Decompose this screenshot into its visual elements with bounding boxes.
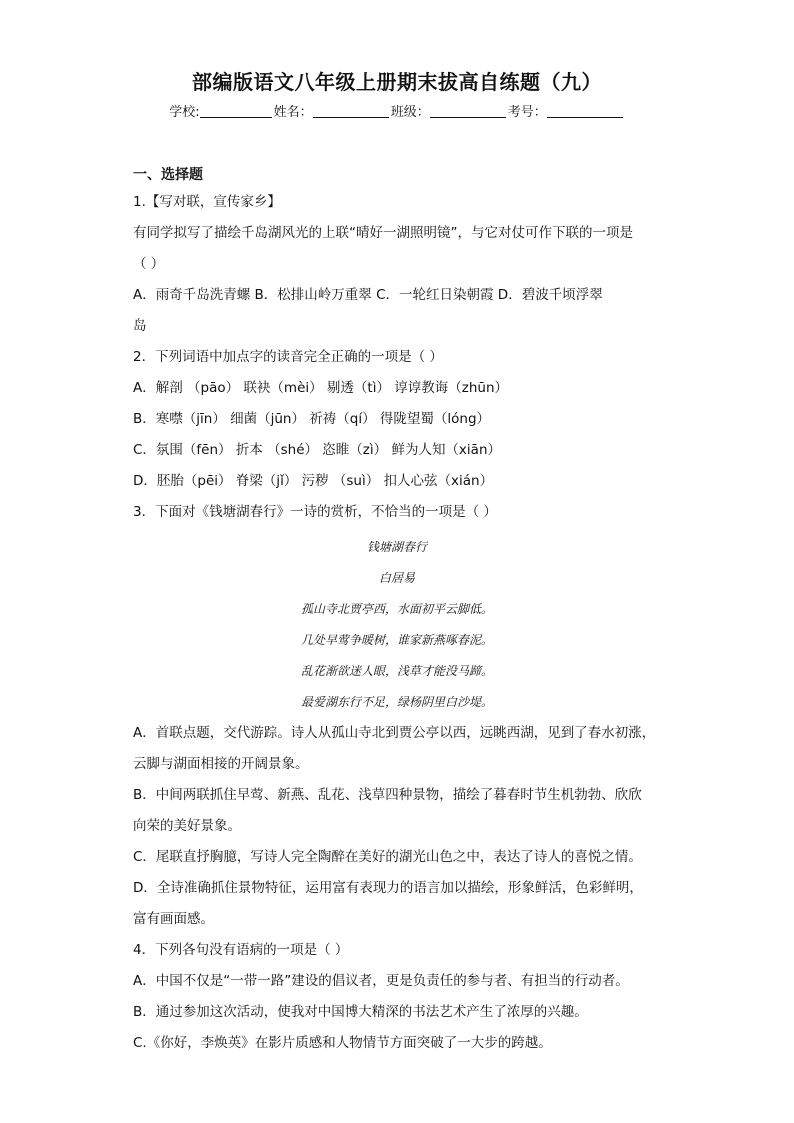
q2-option-d: D．胚胎（pēi） 脊梁（jǐ） 污秽 （suì） 扣人心弦（xián） [133, 473, 494, 489]
q4-option-c: C.《你好，李焕英》在影片质感和人物情节方面突破了一大步的跨越。 [133, 1035, 552, 1051]
q1-tag: 1.【写对联，宣传家乡】 [133, 194, 281, 210]
school-field[interactable] [200, 103, 272, 118]
q1-stem: 有同学拟写了描绘千岛湖风光的上联“晴好一湖照明镜”，与它对仗可作下联的一项是 [133, 225, 633, 241]
poem-line: 乱花渐欲迷人眼，浅草才能没马蹄。 [300, 664, 493, 678]
q3-stem: 3．下面对《钱塘湖春行》一诗的赏析，不恰当的一项是（ ） [133, 504, 497, 520]
q2-stem: 2．下列词语中加点字的读音完全正确的一项是（ ） [133, 349, 443, 365]
poem-author: 白居易 [378, 571, 415, 585]
student-info-line [0, 101, 794, 120]
poem-line: 最爱湖东行不足，绿杨阴里白沙堤。 [300, 695, 493, 709]
class-field[interactable] [430, 103, 506, 118]
section-title: 一、选择题 [133, 167, 203, 183]
q1-paren: （ ） [133, 256, 165, 272]
q3-option-a-cont: 云脚与湖面相接的开阔景象。 [133, 756, 309, 772]
q3-option-c: C．尾联直抒胸臆，写诗人完全陶醉在美好的湖光山色之中，表达了诗人的喜悦之情。 [133, 849, 642, 865]
q3-option-b-cont: 向荣的美好景象。 [133, 818, 241, 834]
poem-line: 孤山寺北贾亭西，水面初平云脚低。 [300, 602, 493, 616]
q2-option-a: A．解剖 （pāo） 联袂（mèi） 剔透（tì） 谆谆教诲（zhūn） [133, 380, 509, 396]
exam-no-field[interactable] [547, 103, 623, 118]
exam-no-label: 考号： [507, 105, 547, 120]
q1-options: A．雨奇千岛洗青螺 B．松排山岭万重翠 C．一轮红日染朝霞 D．碧波千顷浮翠 [133, 287, 603, 303]
q4-stem: 4．下列各句没有语病的一项是（ ） [133, 942, 349, 958]
q1-options-wrap: 岛 [133, 318, 147, 334]
q3-option-a: A．首联点题，交代游踪。诗人从孤山寺北到贾公亭以西，远眺西湖，见到了春水初涨， [133, 725, 656, 741]
name-label: 姓名： [273, 105, 313, 120]
name-field[interactable] [313, 103, 389, 118]
q2-option-c: C．氛围（fēn） 折本 （shé） 恣睢（zì） 鲜为人知（xiān） [133, 442, 502, 458]
poem-line: 几处早莺争暖树，谁家新燕啄春泥。 [300, 633, 493, 647]
q3-option-d: D．全诗准确抓住景物特征，运用富有表现力的语言加以描绘，形象鲜活，色彩鲜明， [133, 880, 643, 896]
page-title: 部编版语文八年级上册期末拔高自练题（九） [192, 70, 602, 94]
q3-option-b: B．中间两联抓住早莺、新燕、乱花、浅草四种景物，描绘了暮春时节生机勃勃、欣欣 [133, 787, 642, 803]
class-label: 班级： [390, 105, 430, 120]
school-label: 学校: [169, 105, 200, 120]
q3-option-d-cont: 富有画面感。 [133, 911, 214, 927]
q4-option-a: A．中国不仅是“一带一路”建设的倡议者，更是负责任的参与者、有担当的行动者。 [133, 973, 629, 989]
q4-option-b: B．通过参加这次活动，使我对中国博大精深的书法艺术产生了浓厚的兴趣。 [133, 1004, 588, 1020]
q2-option-b: B．寒噤（jīn） 细菌（jūn） 祈祷（qí） 得陇望蜀（lóng） [133, 411, 491, 427]
poem-title: 钱塘湖春行 [366, 540, 427, 554]
